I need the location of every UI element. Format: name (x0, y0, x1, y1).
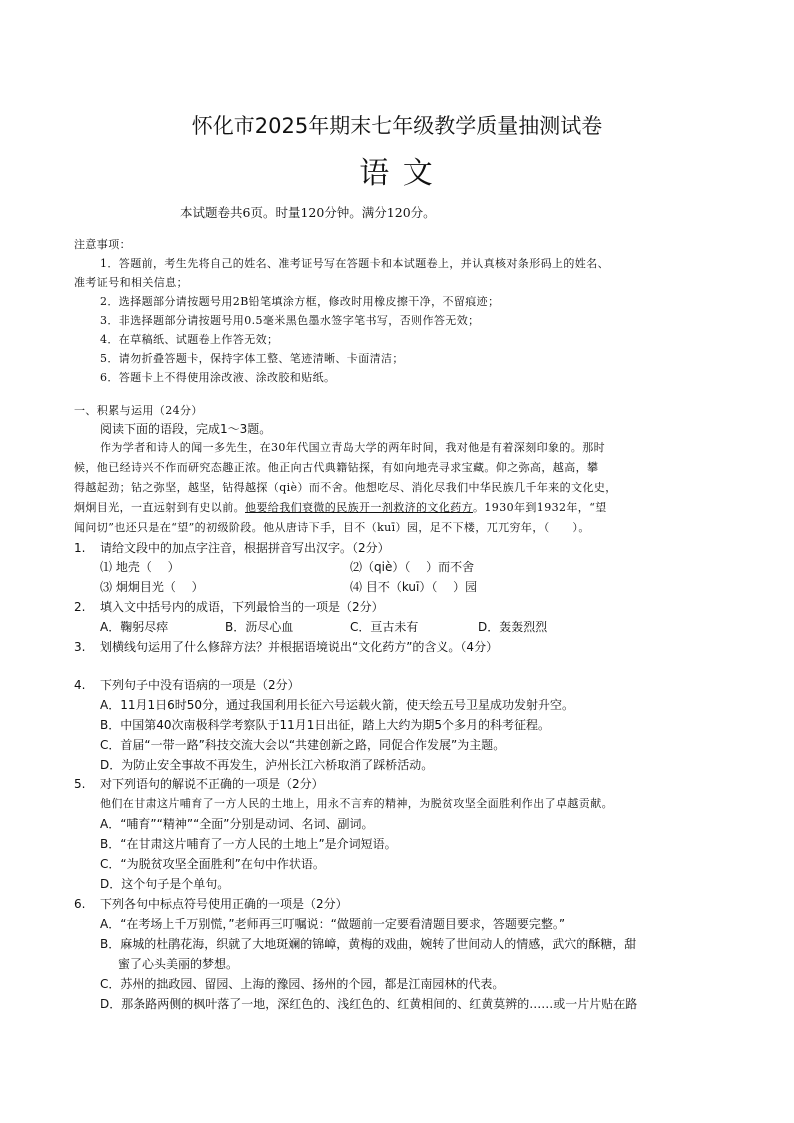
question-number: 5. (74, 777, 86, 791)
note-item: 1．答题前，考生先将自己的姓名、准考证号写在答题卡和本试题卷上，并认真核对条形码上的姓名、 (100, 257, 609, 270)
q2-option: C．亘古未有 (350, 620, 419, 634)
q1-option: ⑶ 炯炯目光（ ） (100, 580, 204, 594)
note-item: 3．非选择题部分请按题号用0.5毫米黑色墨水签字笔书写，否则作答无效； (100, 314, 480, 327)
note-item: 准考证号和相关信息； (74, 276, 188, 289)
note-item: 2．选择题部分请按题号用2B铅笔填涂方框，修改时用橡皮擦干净，不留痕迹； (100, 295, 500, 308)
passage-line: 作为学者和诗人的闻一多先生，在30年代国立青岛大学的两年时间，我对他是有着深刻印象的。那时 (100, 441, 605, 454)
q6-option: B．麻城的杜鹃花海，织就了大地斑斓的锦嶂，黄梅的戏曲，婉转了世间动人的情感，武穴的酥糖，甜 (100, 937, 637, 951)
q5-option: A．“哺育”“精神”“全面”分别是动词、名词、副词。 (100, 817, 374, 831)
note-item: 5．请勿折叠答题卡，保持字体工整、笔迹清晰、卡面清洁； (100, 352, 404, 365)
q2-option: B．沥尽心血 (225, 620, 294, 634)
passage-text: 。1930年到1932年，“望 (473, 501, 607, 514)
question-text: 下列句子中没有语病的一项是（2分） (100, 678, 300, 692)
question-number: 3. (74, 640, 86, 654)
q5-quote: 他们在甘肃这片哺育了一方人民的土地上，用永不言弃的精神，为脱贫攻坚全面胜利作出了卓越贡献。 (100, 797, 613, 810)
q4-option: D．为防止安全事故不再发生，泸州长江六桥取消了踩桥活动。 (100, 758, 434, 772)
section-heading: 一、积累与运用（24分） (74, 404, 203, 417)
q2-option: A．鞠躬尽瘁 (100, 620, 169, 634)
question-text: 对下列语句的解说不正确的一项是（2分） (100, 777, 324, 791)
q4-option: A．11月1日6时50分，通过我国利用长征六号运载火箭，使天绘五号卫星成功发射升空。 (100, 698, 575, 712)
note-item: 4．在草稿纸、试题卷上作答无效； (100, 333, 279, 346)
exam-title: 怀化市2025年期末七年级教学质量抽测试卷 (191, 114, 603, 138)
q5-option: B．“在甘肃这片哺育了一方人民的土地上”是介词短语。 (100, 837, 397, 851)
passage-line: 得越起劲；钻之弥坚，越坚，钻得越探（qiè）而不舍。他想吃尽、消化尽我们中华民族几千年来的文化史， (74, 481, 617, 494)
notes-heading: 注意事项： (74, 238, 131, 251)
q6-option: A．“在考场上千万别慌，”老师再三叮嘱说：“做题前一定要看清题目要求，答题要完整。” (100, 917, 566, 931)
question-number: 1. (74, 541, 86, 555)
question-number: 2. (74, 600, 86, 614)
subject-title: 语 文 (359, 156, 435, 191)
question-text: 请给文段中的加点字注音，根据拼音写出汉字。（2分） (100, 541, 390, 555)
question-text: 下列各句中标点符号使用正确的一项是（2分） (100, 897, 348, 911)
q1-option: ⑷ 目不（kuī）（ ）园 (350, 580, 478, 594)
passage-text: 炯炯目光，一直远射到有史以前。 (74, 501, 245, 514)
underlined-sentence: 他要给我们衰微的民族开一剂救济的文化药方 (245, 501, 473, 514)
q1-option: ⑵（qiè）（ ）而不舍 (350, 560, 475, 574)
note-item: 6．答题卡上不得使用涂改液、涂改胶和贴纸。 (100, 371, 336, 384)
section-intro: 阅读下面的语段，完成1～3题。 (100, 422, 272, 436)
q5-option: D．这个句子是个单句。 (100, 877, 230, 891)
q1-option: ⑴ 地壳（ ） (100, 560, 180, 574)
passage-line (74, 500, 607, 516)
question-text: 划横线句运用了什么修辞方法？并根据语境说出“文化药方”的含义。（4分） (100, 640, 499, 654)
question-number: 4. (74, 678, 86, 692)
question-number: 6. (74, 897, 86, 911)
q6-option-cont: 蜜了心头美丽的梦想。 (118, 957, 239, 971)
q6-option: D．那条路两侧的枫叶落了一地，深红色的、浅红色的、红黄相间的、红黄莫辨的……或一片片贴在路 (100, 997, 638, 1011)
q4-option: C．首届“一带一路”科技交流大会以“共建创新之路，同促合作发展”为主题。 (100, 738, 506, 752)
question-text: 填入文中括号内的成语，下列最恰当的一项是（2分） (100, 600, 384, 614)
passage-line: 候，他已经诗兴不作而研究态趣正浓。他正向古代典籍钻探，有如向地壳寻求宝藏。仰之弥高，越高，攀 (74, 461, 599, 474)
q6-option: C．苏州的拙政园、留园、上海的豫园、扬州的个园，都是江南园林的代表。 (100, 977, 505, 991)
q4-option: B．中国第40次南极科学考察队于11月1日出征，踏上大约为期5个多月的科考征程。 (100, 718, 551, 732)
q5-option: C．“为脱贫攻坚全面胜利”在句中作状语。 (100, 857, 325, 871)
passage-line: 闻问切”也还只是在“望”的初级阶段。他从唐诗下手，目不（kuī）园，足不下楼，兀兀穷年，（ ）。 (74, 521, 590, 534)
q2-option: D．轰轰烈烈 (478, 620, 548, 634)
exam-info: 本试题卷共6页。时量120分钟。满分120分。 (180, 205, 436, 220)
